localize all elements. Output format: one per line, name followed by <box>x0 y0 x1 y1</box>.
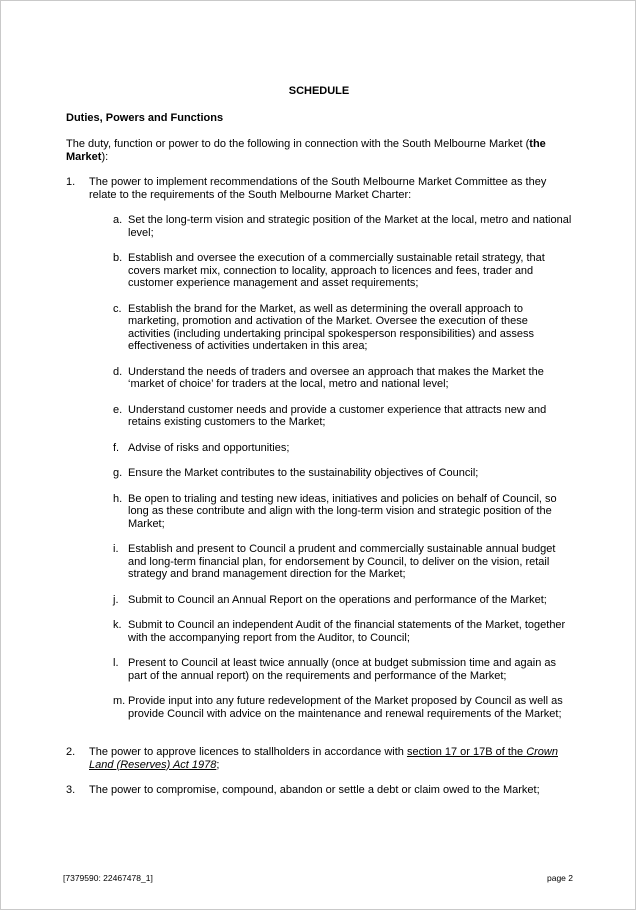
list-item-3 <box>66 784 572 797</box>
item-text: Submit to Council an Annual Report on the operations and performance of the Market; <box>128 593 547 606</box>
item-text: Ensure the Market contributes to the sustainability objectives of Council; <box>128 467 479 479</box>
item-body <box>89 746 572 771</box>
list-item <box>113 695 572 720</box>
list-item <box>113 366 572 391</box>
item-letter: h. <box>113 492 123 505</box>
item-number: 1. <box>66 176 76 188</box>
item-text-act-title: Crown Land (Reserves) Act 1978 <box>89 746 558 771</box>
list-item <box>113 467 572 480</box>
item-letter: d. <box>113 365 123 378</box>
item-text: Understand customer needs and provide a customer experience that attracts new and retains existing customers to the Market; <box>128 403 547 428</box>
footer-page-number: page 2 <box>547 873 573 883</box>
item-letter: a. <box>113 214 123 226</box>
item-body <box>89 176 572 733</box>
list-item <box>113 404 572 429</box>
item-letter: k. <box>113 619 122 631</box>
item-number: 2. <box>66 746 76 758</box>
item-text: Present to Council at least twice annually (once at budget submission time and again as part of the annual report) on the requirements and performance of the Market; <box>128 657 557 682</box>
item-letter: j. <box>113 593 119 606</box>
intro-text-bold: the Market <box>66 138 546 163</box>
item-letter: l. <box>113 657 119 669</box>
item-text: Establish and oversee the execution of a commercially sustainable retail strategy, that covers market mix, connection to locality, approach to licences and fees, trader and customer experience management and asset requirements; <box>128 252 545 289</box>
item-letter: i. <box>113 543 119 555</box>
item-text-underlined: section 17 or 17B of the <box>406 746 527 758</box>
section-heading: Duties, Powers and Functions <box>66 111 224 124</box>
list-item <box>113 303 572 353</box>
item-text: Establish the brand for the Market, as well as determining the overall approach to marketing, promotion and activation of the Market. Oversee the execution of these activities (including undertaking principal spokesperson responsibilities) and assess effectiveness of activities undertaken in this area; <box>128 302 534 352</box>
intro-text-post: ): <box>101 150 109 163</box>
page-title: SCHEDULE <box>288 85 350 97</box>
item-text-plain: The power to approve licences to stallholders in accordance with <box>89 746 407 758</box>
list-item <box>113 493 572 531</box>
list-item <box>113 442 572 455</box>
intro-text-pre: The duty, function or power to do the following in connection with the South Melbourne Market ( <box>66 138 530 150</box>
item-text: Submit to Council an independent Audit of the financial statements of the Market, together with the accompanying report from the Auditor, to Council; <box>128 619 566 644</box>
item-number: 3. <box>66 784 76 796</box>
item-text: The power to implement recommendations of the South Melbourne Market Committee as they relate to the requirements of the South Melbourne Market Charter: <box>89 176 547 201</box>
list-item <box>113 657 572 682</box>
list-item <box>113 543 572 581</box>
item-text: Establish and present to Council a prudent and commercially sustainable annual budget and long-term financial plan, for endorsement by Council, to deliver on the vision, retail strategy and brand management direction for the Market; <box>128 543 556 580</box>
page-footer <box>63 873 573 883</box>
list-item-2 <box>66 746 572 771</box>
item-letter: g. <box>113 467 123 479</box>
item-text: Be open to trialing and testing new ideas, initiatives and policies on behalf of Council, so long as these contribute and align with the long-term vision and strategic position of the Market; <box>128 492 557 530</box>
item-letter: e. <box>113 403 123 416</box>
item-text: Understand the needs of traders and oversee an approach that makes the Market the ‘market of choice’ for traders at the local, metro and national level; <box>128 365 544 390</box>
list-item <box>113 214 572 239</box>
item-text: Set the long-term vision and strategic position of the Market at the local, metro and national level; <box>128 214 572 239</box>
footer-reference: [7379590: 22467478_1] <box>63 873 153 883</box>
item-text: The power to compromise, compound, abandon or settle a debt or claim owed to the Market; <box>89 784 540 796</box>
intro-paragraph <box>66 138 572 163</box>
item-letter: b. <box>113 252 123 264</box>
item-letter: f. <box>113 441 120 454</box>
numbered-list <box>66 176 572 797</box>
list-item <box>113 594 572 607</box>
item-text-plain: ; <box>216 758 220 771</box>
item-text: Advise of risks and opportunities; <box>128 441 290 454</box>
list-item <box>113 619 572 644</box>
list-item <box>113 252 572 290</box>
item-text: Provide input into any future redevelopment of the Market proposed by Council as well as provide Council with advice on the maintenance and renewal requirements of the Market; <box>128 695 563 720</box>
list-item-1 <box>66 176 572 733</box>
item-letter: c. <box>113 302 122 315</box>
lettered-sub-list <box>113 214 572 720</box>
item-letter: m. <box>113 695 126 707</box>
